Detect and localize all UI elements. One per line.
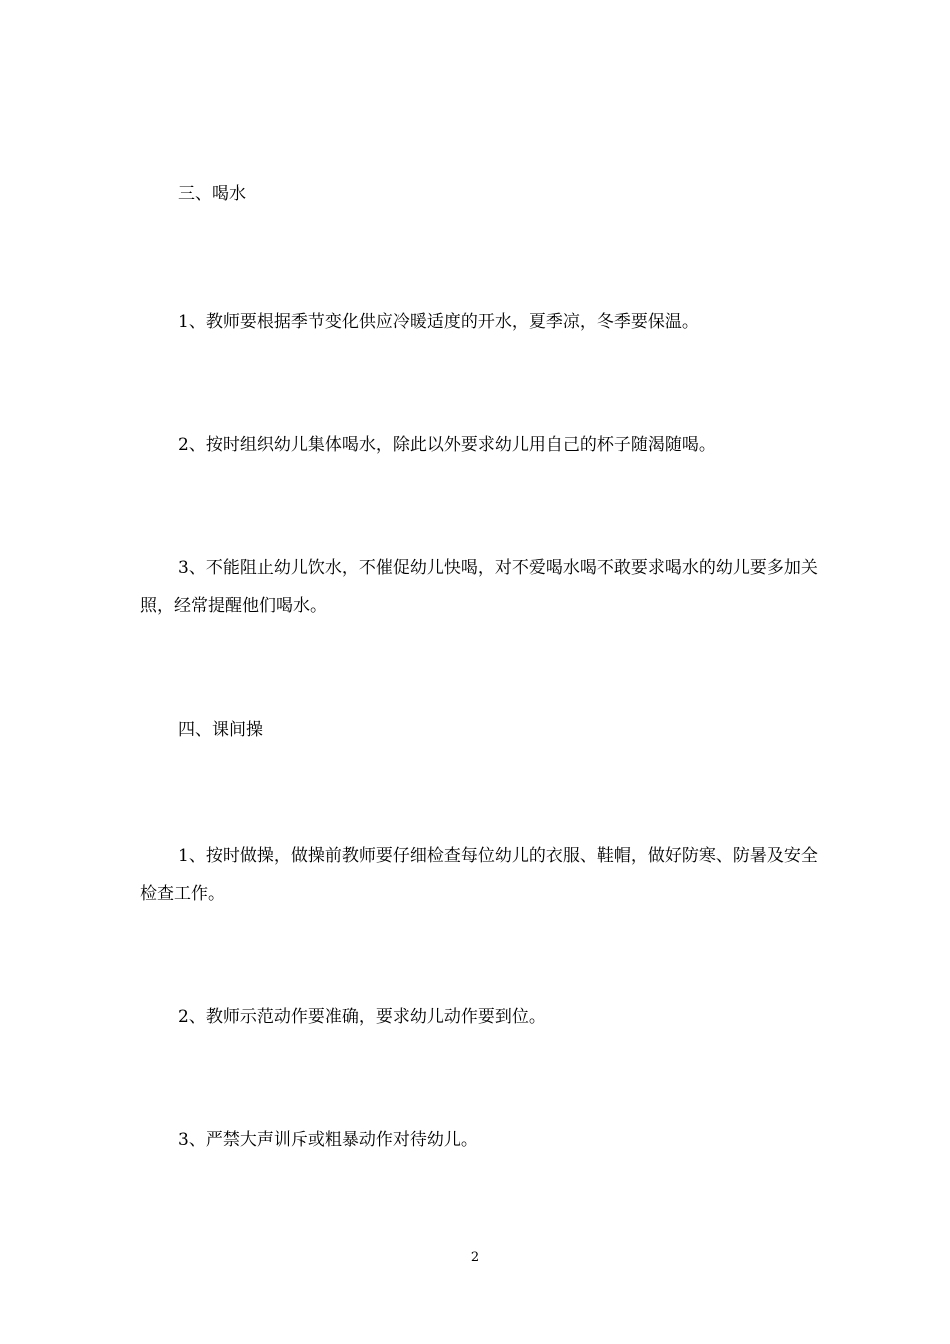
paragraph-exercise-2: 2、教师示范动作要准确，要求幼儿动作要到位。 (178, 1007, 546, 1027)
paragraph-water-2: 2、按时组织幼儿集体喝水，除此以外要求幼儿用自己的杯子随渴随喝。 (178, 435, 716, 455)
section-heading-drinking-water: 三、喝水 (178, 184, 246, 204)
paragraph-water-1: 1、教师要根据季节变化供应冷暖适度的开水，夏季凉，冬季要保温。 (178, 312, 699, 332)
paragraph-exercise-3: 3、严禁大声训斥或粗暴动作对待幼儿。 (178, 1130, 478, 1150)
paragraph-water-3: 3、不能阻止幼儿饮水，不催促幼儿快喝，对不爱喝水喝不敢要求喝水的幼儿要多加关照，经常提醒他们喝水。 (140, 558, 818, 616)
page-number: 2 (470, 1250, 480, 1265)
section-heading-exercise: 四、课间操 (178, 720, 263, 740)
paragraph-exercise-1: 1、按时做操，做操前教师要仔细检查每位幼儿的衣服、鞋帽，做好防寒、防暑及安全检查工作。 (140, 846, 818, 904)
